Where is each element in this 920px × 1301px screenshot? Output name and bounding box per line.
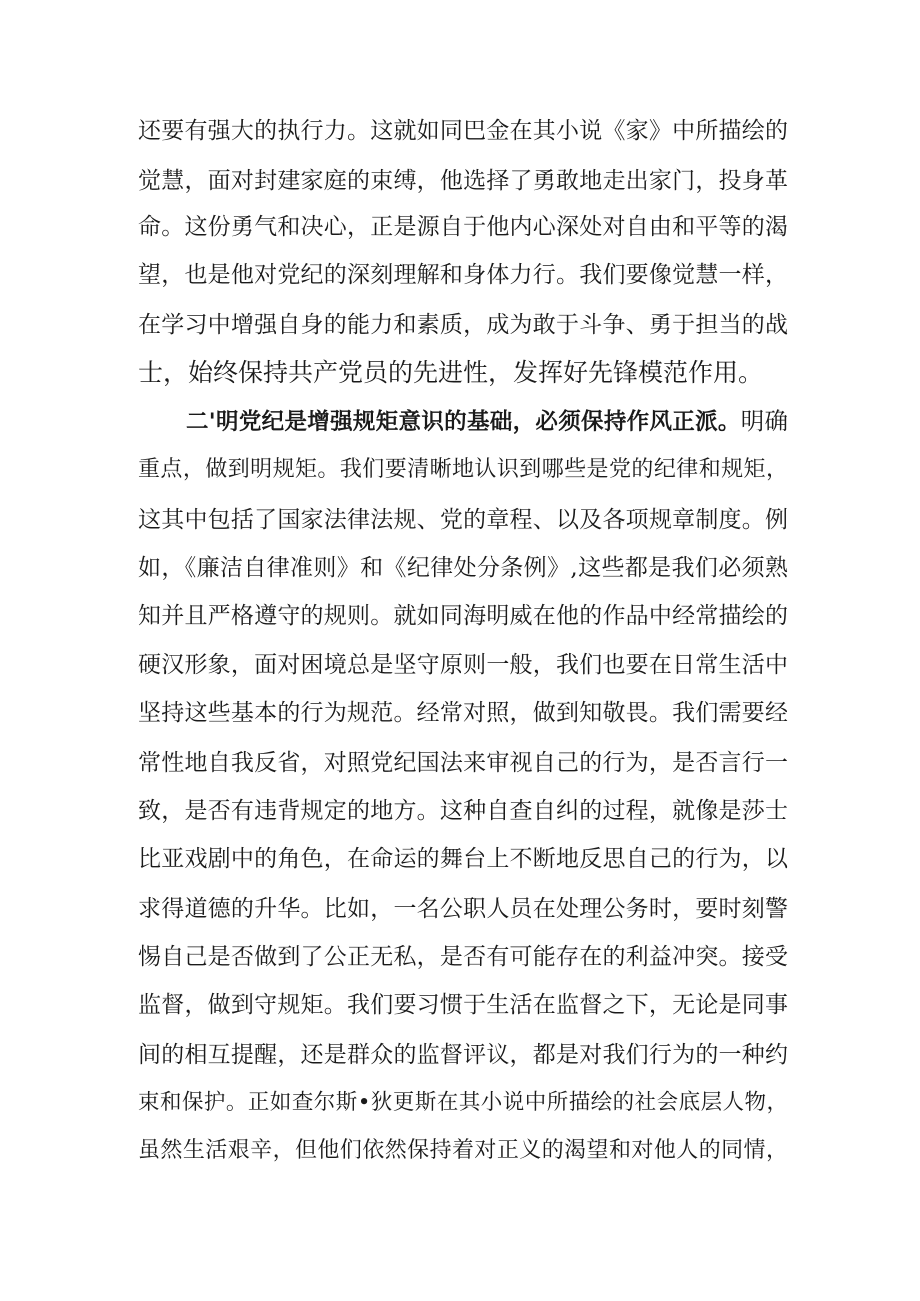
paragraph-1-line-2: 觉慧，面对封建家庭的束缚，他选择了勇敢地走出家门，投身革 [138, 168, 788, 194]
paragraph-2-line-1: 重点，做到明规矩。我们要清晰地认识到哪些是党的纪律和规矩， [138, 457, 788, 482]
paragraph-2-line-9: 比亚戏剧中的角色，在命运的舞台上不断地反思自己的行为，以 [138, 846, 788, 872]
paragraph-2-line-10: 求得道德的升华。比如，一名公职人员在处理公务时，要时刻警 [138, 896, 788, 922]
paragraph-2-line-12: 监督，做到守规矩。我们要习惯于生活在监督之下，无论是同事 [138, 992, 788, 1018]
paragraph-2-line-11: 惕自己是否做到了公正无私，是否有可能存在的利益冲突。接受 [138, 944, 788, 970]
paragraph-1-line-6: 士，始终保持共产党员的先进性，发挥好先锋模范作用。 [138, 358, 764, 387]
paragraph-2-line-15: 虽然生活艰辛，但他们依然保持着对正义的渴望和对他人的同情， [138, 1138, 788, 1163]
paragraph-2-line-14: 束和保护。正如查尔斯•狄更斯在其小说中所描绘的社会底层人物， [138, 1090, 788, 1115]
paragraph-2-line-3: 如，《廉洁自律准则》和《纪律处分条例》,这些都是我们必须熟 [138, 555, 788, 581]
paragraph-2-line-8: 致，是否有违背规定的地方。这种自查自纠的过程，就像是莎士 [138, 798, 788, 824]
section-2-first-line [186, 406, 788, 437]
paragraph-2-line-2: 这其中包括了国家法律法规、党的章程、以及各项规章制度。例 [138, 507, 788, 533]
paragraph-2-line-13: 间的相互提醒，还是群众的监督评议，都是对我们行为的一种约 [138, 1042, 788, 1068]
paragraph-2-line-6: 坚持这些基本的行为规范。经常对照，做到知敬畏。我们需要经 [138, 700, 788, 726]
paragraph-1-line-4: 望，也是他对党纪的深刻理解和身体力行。我们要像觉慧一样， [138, 262, 788, 288]
paragraph-2-line-7: 常性地自我反省，对照党纪国法来审视自己的行为，是否言行一 [138, 750, 788, 776]
paragraph-2-line-4: 知并且严格遵守的规则。就如同海明威在他的作品中经常描绘的 [138, 603, 788, 629]
paragraph-1-line-5: 在学习中增强自身的能力和素质，成为敢于斗争、勇于担当的战 [138, 312, 788, 338]
section-2-heading: 二'明党纪是增强规矩意识的基础，必须保持作风正派。 [186, 409, 741, 435]
section-2-first-tail: 明确 [740, 407, 788, 435]
paragraph-1-line-1: 还要有强大的执行力。这就如同巴金在其小说《家》中所描绘的 [138, 118, 788, 144]
paragraph-1-line-3: 命。这份勇气和决心，正是源自于他内心深处对自由和平等的渴 [138, 214, 788, 240]
paragraph-2-line-5: 硬汉形象，面对困境总是坚守原则一般，我们也要在日常生活中 [138, 652, 788, 678]
